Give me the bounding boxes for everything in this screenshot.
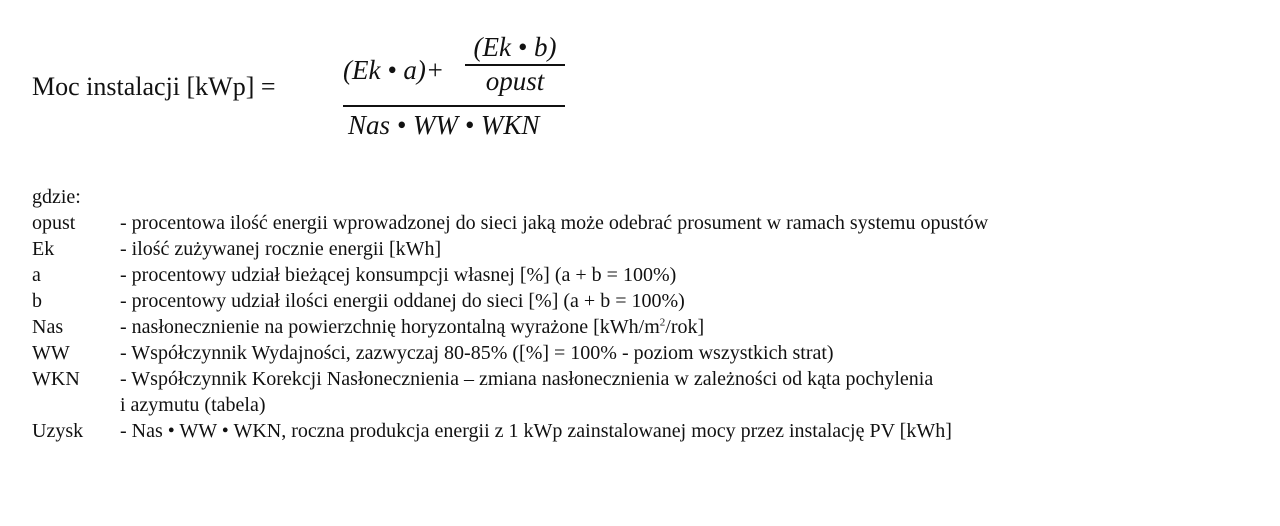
term: b [32,290,42,312]
term: WKN [32,368,80,390]
description: - procentowy udział ilości energii oddanej do sieci [%] (a + b = 100%) [120,290,685,312]
term: Ek [32,238,55,260]
sub-denominator: opust [485,65,545,96]
term: opust [32,212,76,234]
definition-row [32,264,676,287]
description: i azymutu (tabela) [120,394,266,416]
definition-row [32,420,952,443]
description: - procentowy udział bieżącej konsumpcji własnej [%] (a + b = 100%) [120,264,677,286]
fraction-bar [343,105,565,107]
definition-row [32,342,834,365]
description: - Współczynnik Wydajności, zazwyczaj 80-85% ([%] = 100% - poziom wszystkich strat) [120,342,834,364]
formula-denominator: Nas • WW • WKN [348,110,540,140]
description: - Współczynnik Korekcji Nasłonecznienia – zmiana nasłonecznienia w zależności od kąta pochylenia [120,368,934,390]
superscript: 2 [659,316,666,329]
formula-numerator [343,55,444,86]
term: a [32,264,41,286]
description: - procentowa ilość energii wprowadzonej do sieci jaką może odebrać prosument w ramach systemu opustów [120,212,989,234]
description: - nasłonecznienie na powierzchnię horyzontalną wyrażone [kWh/m [120,316,660,338]
numerator-left: (Ek • a)+ [343,55,445,85]
term: Nas [32,316,64,338]
description-end: /rok] [665,316,705,338]
definition-row [32,212,988,235]
definition-row [32,238,441,261]
definition-row [32,368,933,391]
definition-row [32,316,704,339]
description: - ilość zużywanej rocznie energii [kWh] [120,238,442,260]
sub-numerator: (Ek • b) [473,32,557,62]
term: Uzysk [32,420,84,442]
term: WW [32,342,70,364]
definition-row [32,290,685,313]
where-label: gdzie: [32,186,81,208]
formula-lhs: Moc instalacji [kWp] = [32,72,276,101]
description: - Nas • WW • WKN, roczna produkcja energii z 1 kWp zainstalowanej mocy przez instalację PV [kWh] [120,420,952,442]
definition-row-continuation [32,394,266,417]
sub-fraction [465,32,565,97]
